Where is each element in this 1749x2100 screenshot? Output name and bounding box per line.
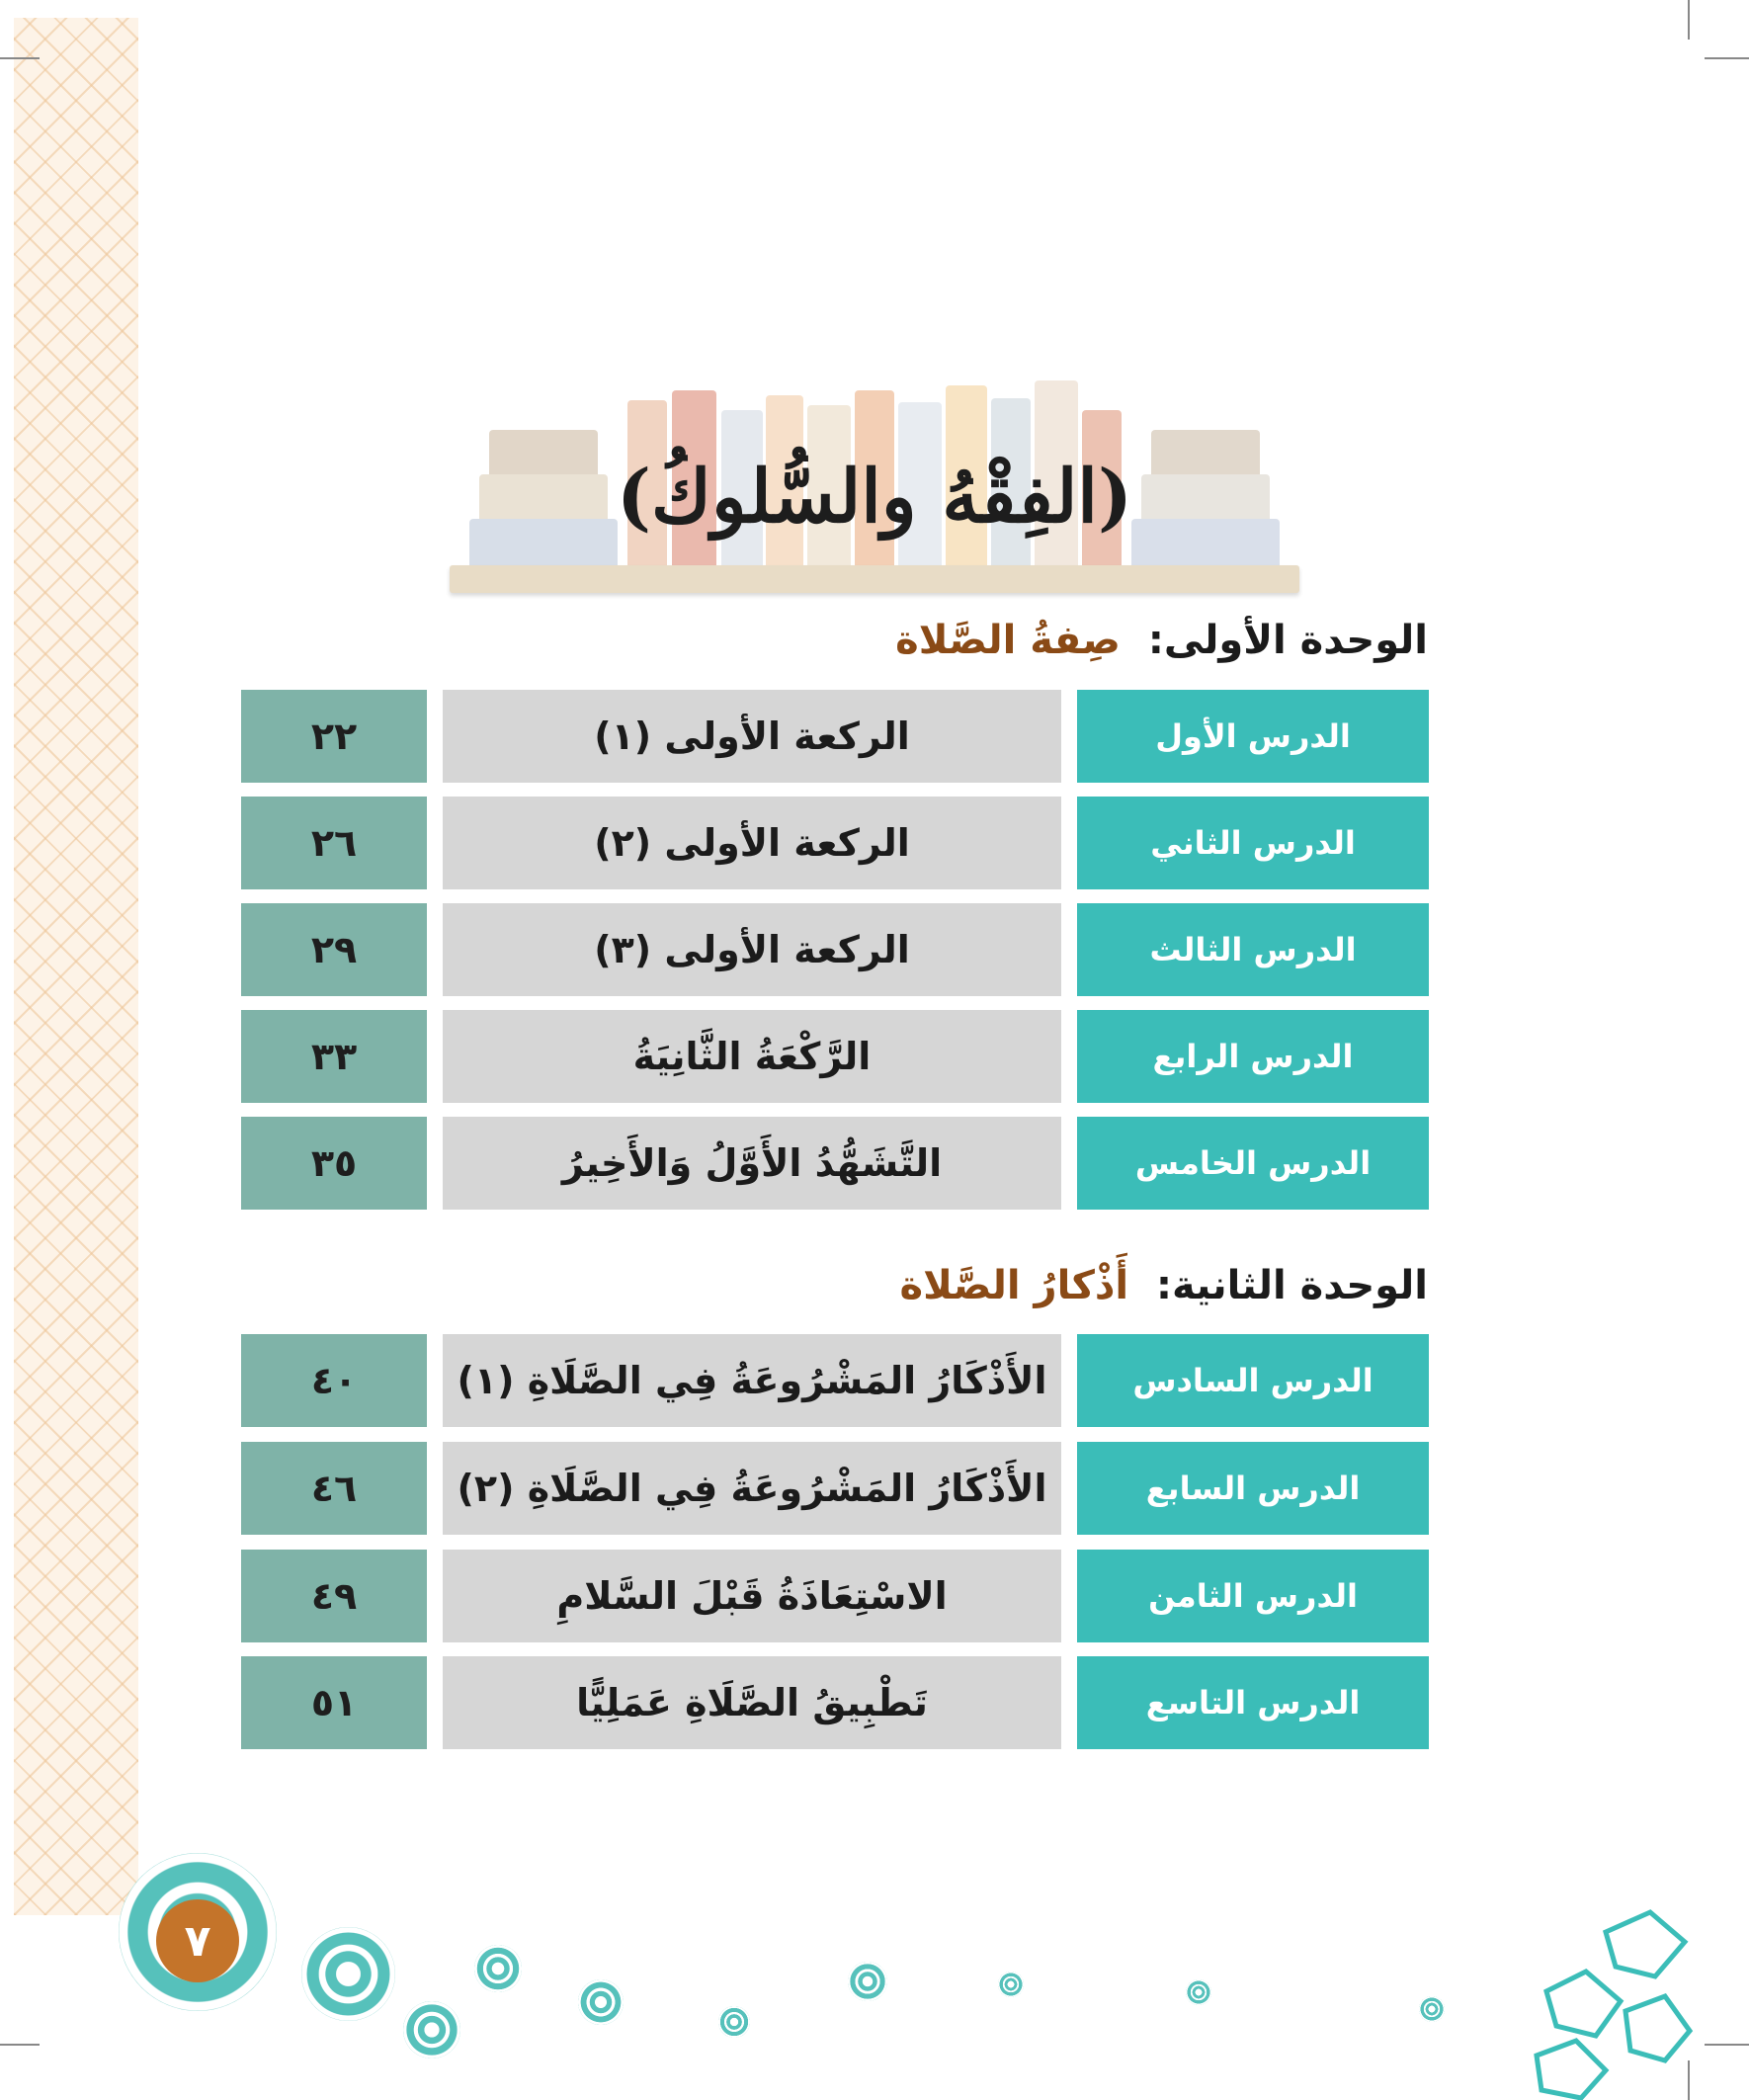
rosette-ornament (1419, 1996, 1445, 2022)
lesson-label-cell: الدرس السابع (1077, 1442, 1429, 1535)
unit-label: الوحدة الأولى: (1147, 618, 1428, 663)
lesson-title-cell: الركعة الأولى (٣) (443, 903, 1061, 996)
bookshelf (450, 565, 1299, 593)
crop-mark (1705, 57, 1749, 59)
lesson-title-cell: الأَذْكَارُ المَشْرُوعَةُ فِي الصَّلَاةِ (١) (443, 1334, 1061, 1427)
rosette-ornament (718, 2006, 750, 2038)
decorative-pattern-border (14, 18, 138, 1915)
lesson-label-cell: الدرس الثالث (1077, 903, 1429, 996)
crop-mark (0, 2044, 40, 2046)
table-row (241, 1010, 1429, 1103)
crop-mark (0, 57, 40, 59)
unit-heading (899, 1263, 1428, 1308)
page-title: (الفِقْهُ والسُّلوكُ) (616, 455, 1132, 540)
unit-label: الوحدة الثانية: (1156, 1263, 1428, 1308)
lesson-label-cell: الدرس الثاني (1077, 797, 1429, 889)
crop-mark (1688, 0, 1690, 40)
lesson-title-cell: الركعة الأولى (١) (443, 690, 1061, 783)
lesson-title-cell: الركعة الأولى (٢) (443, 797, 1061, 889)
rosette-ornament (998, 1972, 1024, 1997)
table-row (241, 903, 1429, 996)
page-number-cell: ٢٢ (241, 690, 427, 783)
lesson-label-cell: الدرس الرابع (1077, 1010, 1429, 1103)
lesson-title-cell: الرَّكْعَةُ الثَّانِيَةُ (443, 1010, 1061, 1103)
table-row (241, 690, 1429, 783)
page-number-cell: ٤٦ (241, 1442, 427, 1535)
table-row (241, 1550, 1429, 1642)
unit-name: أَذْكارُ الصَّلاة (899, 1263, 1129, 1308)
lesson-title-cell: الأَذْكَارُ المَشْرُوعَةُ فِي الصَّلَاةِ (٢) (443, 1442, 1061, 1535)
page-number-cell: ٤٩ (241, 1550, 427, 1642)
rosette-ornament (474, 1945, 522, 1992)
rosette-ornament (578, 1979, 624, 2025)
lesson-label-cell: الدرس الثامن (1077, 1550, 1429, 1642)
lesson-label-cell: الدرس الأول (1077, 690, 1429, 783)
page-number-cell: ٢٩ (241, 903, 427, 996)
rosette-ornament (301, 1927, 395, 2021)
page-number-cell: ٥١ (241, 1656, 427, 1749)
table-row (241, 1442, 1429, 1535)
lesson-title-cell: تَطْبِيقُ الصَّلَاةِ عَمَلِيًّا (443, 1656, 1061, 1749)
lesson-label-cell: الدرس الخامس (1077, 1117, 1429, 1210)
table-row (241, 797, 1429, 889)
unit-name: صِفةُ الصَّلاة (895, 618, 1121, 663)
rosette-ornament (848, 1962, 887, 2001)
table-row (241, 1117, 1429, 1210)
page-number-cell: ٤٠ (241, 1334, 427, 1427)
page-number-cell: ٣٥ (241, 1117, 427, 1210)
table-row (241, 1656, 1429, 1749)
page-number-cell: ٢٦ (241, 797, 427, 889)
rosette-ornament (403, 2001, 460, 2058)
table-row (241, 1334, 1429, 1427)
lesson-label-cell: الدرس السادس (1077, 1334, 1429, 1427)
unit-heading (895, 618, 1428, 663)
title-banner (450, 346, 1299, 593)
rosette-ornament (1186, 1979, 1211, 2005)
page-number-cell: ٣٣ (241, 1010, 427, 1103)
crop-mark (1705, 2044, 1749, 2046)
lesson-title-cell: التَّشَهُّدُ الأَوَّلُ وَالأَخِيرُ (443, 1117, 1061, 1210)
lesson-title-cell: الاسْتِعَاذَةُ قَبْلَ السَّلامِ (443, 1550, 1061, 1642)
lesson-label-cell: الدرس التاسع (1077, 1656, 1429, 1749)
geometric-ornament (1527, 1902, 1695, 2100)
page-number-badge: ٧ (156, 1899, 239, 1982)
